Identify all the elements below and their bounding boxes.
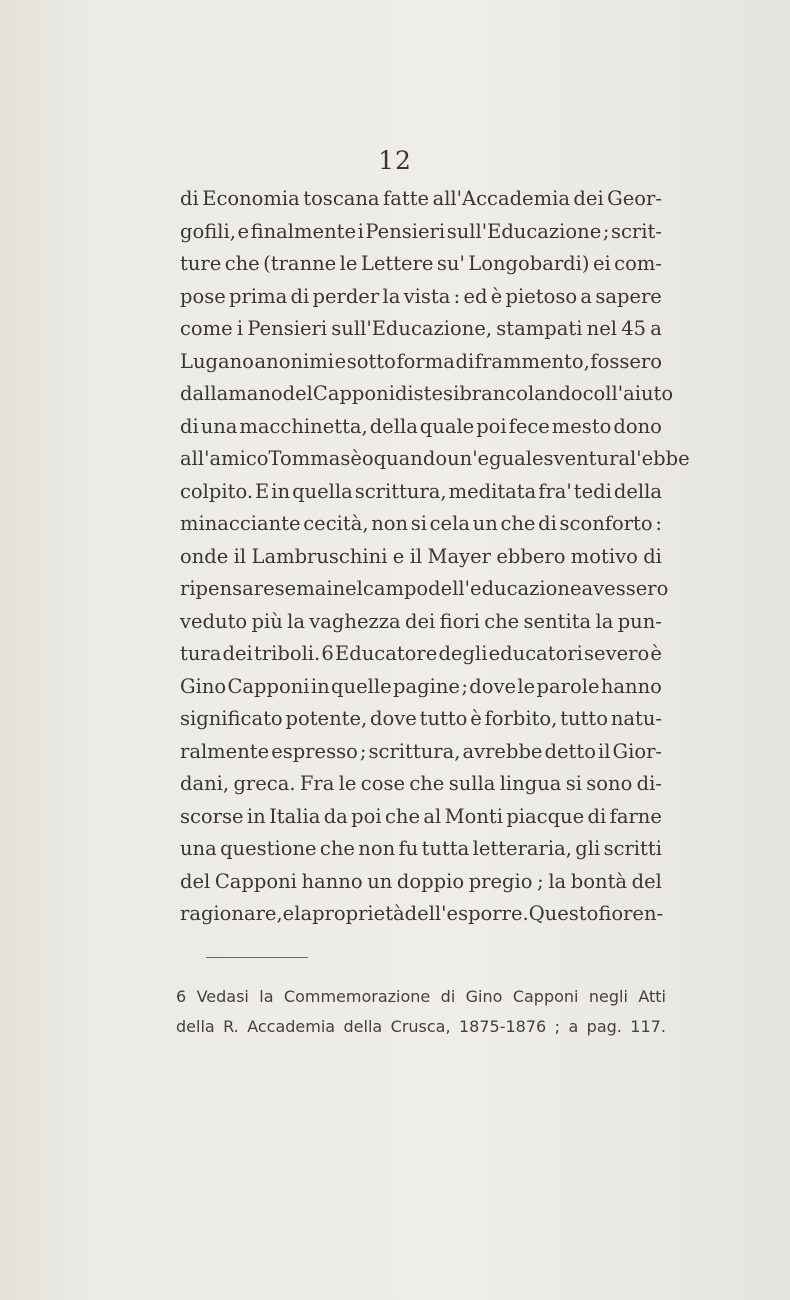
text-line: significato potente, dove tutto è forbito, tutto natu- (180, 707, 662, 730)
text-line: veduto più la vaghezza dei fiori che sentita la pun- (180, 609, 662, 633)
text-line: una questione che non fu tutta letteraria, gli scritti (180, 837, 662, 860)
text-line: Lugano anonimi e sotto forma di frammento, fossero (180, 349, 662, 373)
text-line: di una macchinetta, della quale poi fece mesto dono (180, 414, 662, 438)
text-line: ralmente espresso ; scrittura, avrebbe detto il Gior- (180, 739, 662, 763)
footnote-line: 6 Vedasi la Commemorazione di Gino Capponi negli Atti (176, 987, 666, 1006)
text-line: tura dei triboli. 6 Educatore degli educatori severo è (180, 642, 662, 665)
text-line: all'amico Tommasèo quando un'eguale sventura l'ebbe (180, 447, 690, 470)
text-line: come i Pensieri sull'Educazione, stampati nel 45 a (180, 317, 662, 340)
footnote-line: della R. Accademia della Crusca, 1875-1876 ; a pag. 117. (176, 1017, 666, 1036)
text-line: colpito. E in quella scrittura, meditata fra' tedi della (180, 479, 662, 503)
footnote (176, 982, 666, 1042)
text-line: dalla mano del Capponi distesi brancolando coll'aiuto (180, 382, 674, 405)
text-line: dani, greca. Fra le cose che sulla lingua si sono di- (180, 772, 662, 795)
text-line: ture che (tranne le Lettere su' Longobardi) ei com- (180, 252, 662, 275)
text-line: onde il Lambruschini e il Mayer ebbero motivo di (180, 544, 662, 568)
footnote-separator (206, 957, 308, 958)
text-line: gofili, e finalmente i Pensieri sull'Educazione ; scrit- (180, 219, 662, 243)
text-line: del Capponi hanno un doppio pregio ; la bontà del (180, 869, 662, 893)
page-number: 12 (378, 146, 412, 175)
text-line: ripensare se mai nel campo dell'educazione avessero (180, 577, 669, 600)
text-line: pose prima di perder la vista : ed è pietoso a sapere (180, 284, 662, 308)
text-line: Gino Capponi in quelle pagine ; dove le parole hanno (180, 674, 662, 698)
text-line: minacciante cecità, non si cela un che di sconforto : (180, 512, 662, 535)
text-line: ragionare, e la proprietà dell' esporre. Questo fioren- (180, 902, 664, 925)
text-line: scorse in Italia da poi che al Monti piacque di farne (180, 804, 662, 828)
body-text (180, 183, 690, 931)
text-line: di Economia toscana fatte all'Accademia dei Geor- (180, 187, 662, 210)
